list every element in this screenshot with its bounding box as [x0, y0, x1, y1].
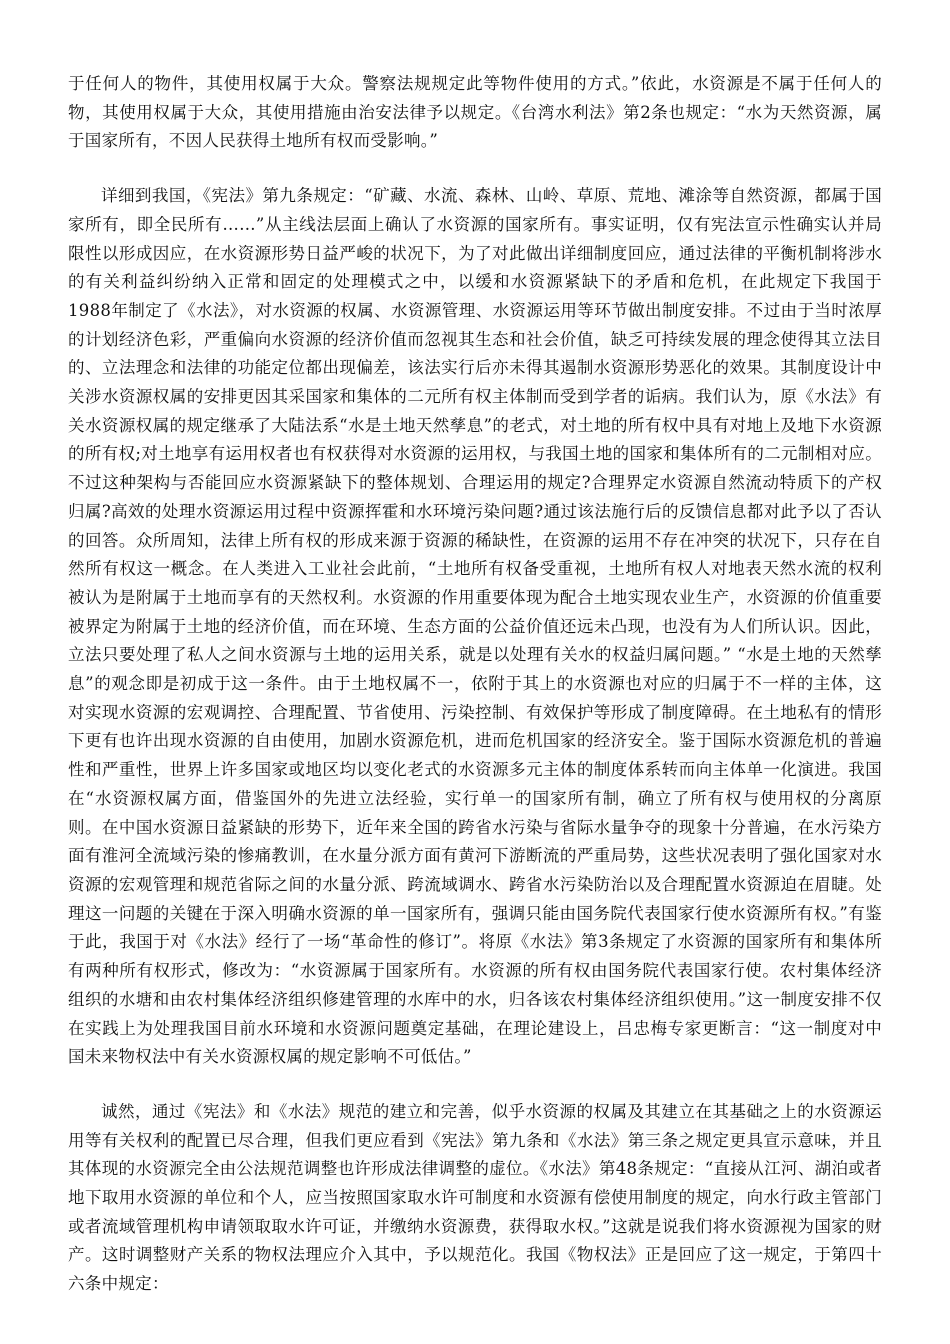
document-page [68, 70, 882, 1299]
paragraph-water-law-history: 详细到我国，《宪法》第九条规定：“矿藏、水流、森林、山岭、草原、荒地、滩涂等自然资源，都属于国家所有，即全民所有……”从主线法层面上确认了水资源的国家所有。事实证明，仅有宪法宣示性确实认并局限性以形成因应，在水资源形势日益严峻的状况下，为了对此做出详细制度回应，通过法律的平衡机制将涉水的有关利益纠纷纳入正常和固定的处理模式之中，以缓和水资源紧缺下的矛盾和危机，在此规定下我国于1988年制定了《水法》，对水资源的权属、水资源管理、水资源运用等环节做出制度安排。不过由于当时浓厚的计划经济色彩，严重偏向水资源的经济价值而忽视其生态和社会价值，缺乏可持续发展的理念使得其立法目的、立法理念和法律的功能定位都出现偏差，该法实行后亦未得其遏制水资源形势恶化的效果。其制度设计中关涉水资源权属的安排更因其采国家和集体的二元所有权主体制而受到学者的诟病。我们认为，原《水法》有关水资源权属的规定继承了大陆法系“水是土地天然孳息”的老式，对土地的所有权中具有对地上及地下水资源的所有权;对土地享有运用权者也有权获得对水资源的运用权，与我国土地的国家和集体所有的二元制相对应。不过这种架构与否能回应水资源紧缺下的整体规划、合理运用的规定?合理界定水资源自然流动特质下的产权归属?高效的处理水资源运用过程中资源挥霍和水环境污染问题?通过该法施行后的反馈信息都对此予以了否认的回答。众所周知，法律上所有权的形成来源于资源的稀缺性，在资源的运用不存在冲突的状况下，只存在自然所有权这一概念。在人类进入工业社会此前，“土地所有权备受重视，土地所有权人对地表天然水流的权利被认为是附属于土地而享有的天然权利。水资源的作用重要体现为配合土地实现农业生产，水资源的价值重要被界定为附属于土地的经济价值，而在环境、生态方面的公益价值还远未凸现，也没有为人们所认识。因此，立法只要处理了私人之间水资源与土地的运用关系，就是以处理有关水的权益归属问题。” “水是土地的天然孳息”的观念即是初成于这一条件。由于土地权属不一，依附于其上的水资源也对应的归属于不一样的主体，这对实现水资源的宏观调控、合理配置、节省使用、污染控制、有效保护等形成了制度障碍。在土地私有的情形下更有也许出现水资源的自由使用，加剧水资源危机，进而危机国家的经济安全。鉴于国际水资源危机的普遍性和严重性，世界上许多国家或地区均以变化老式的水资源多元主体的制度体系转而向主体单一化演进。我国在“水资源权属方面，借鉴国外的先进立法经验，实行单一的国家所有制，确立了所有权与使用权的分离原则。在中国水资源日益紧缺的形势下，近年来全国的跨省水污染与省际水量争夺的现象十分普遍，在水污染方面有淮河全流域污染的惨痛教训，在水量分派方面有黄河下游断流的严重局势，这些状况表明了强化国家对水资源的宏观管理和规范省际之间的水量分派、跨流域调水、跨省水污染防治以及合理配置水资源迫在眉睫。处理这一问题的关键在于深入明确水资源的单一国家所有，强调只能由国务院代表国家行使水资源所有权。”有鉴于此，我国于对《水法》经行了一场“革命性的修订”。将原《水法》第3条规定了水资源的国家所有和集体所有两种所有权形式，修改为：“水资源属于国家所有。水资源的所有权由国务院代表国家行使。农村集体经济组织的水塘和由农村集体经济组织修建管理的水库中的水，归各该农村集体经济组织使用。”这一制度安排不仅在实践上为处理我国目前水环境和水资源问题奠定基础，在理论建设上，吕忠梅专家更断言：“这一制度对中国未来物权法中有关水资源权属的规定影响不可低估。” [68, 186, 882, 1067]
paragraph-continuation: 于任何人的物件，其使用权属于大众。警察法规规定此等物件使用的方式。”依此，水资源是不属于任何人的物，其使用权属于大众，其使用措施由治安法律予以规定。《台湾水利法》第2条也规定：“水为天然资源，属于国家所有，不因人民获得土地所有权而受影响。” [68, 74, 882, 151]
paragraph-property-law: 诚然，通过《宪法》和《水法》规范的建立和完善，似乎水资源的权属及其建立在其基础之上的水资源运用等有关权利的配置已尽合理，但我们更应看到《宪法》第九条和《水法》第三条之规定更具宣示意味，并且其体现的水资源完全由公法规范调整也许形成法律调整的虚位。《水法》第48条规定：“直接从江河、湖泊或者地下取用水资源的单位和个人，应当按照国家取水许可制度和水资源有偿使用制度的规定，向水行政主管部门或者流域管理机构申请领取取水许可证，并缴纳水资源费，获得取水权。”这就是说我们将水资源视为国家的财产。这时调整财产关系的物权法理应介入其中，予以规范化。我国《物权法》正是回应了这一规定，于第四十六条中规定： [68, 1101, 882, 1294]
